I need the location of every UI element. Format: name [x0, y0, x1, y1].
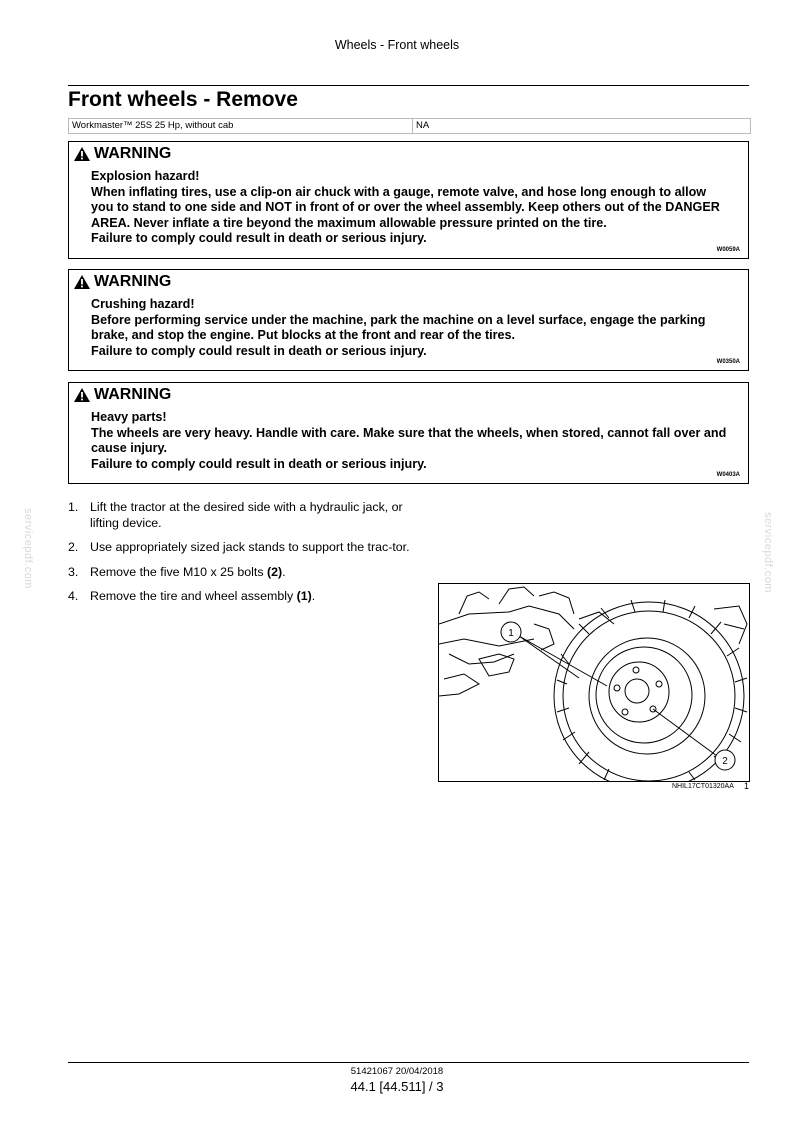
figure-caption-code: NHIL17CT01320AA [672, 783, 734, 790]
warning-text: Before performing service under the machine, park the machine on a level surface, engage the parking brake, and stop the engine. Put blocks at the front and rear of the tires. [91, 312, 706, 343]
warning-code: W0403A [716, 472, 740, 478]
callout-1: 1 [508, 628, 514, 639]
warning-code: W0059A [716, 247, 740, 253]
warning-box-crushing [68, 269, 749, 371]
step-reference: (1) [296, 589, 312, 603]
list-item [68, 565, 418, 581]
wheel-illustration [438, 583, 750, 782]
watermark-left: servicepdf.com [22, 508, 34, 589]
warning-box-heavy-parts [68, 382, 749, 484]
step-text: Use appropriately sized jack stands to support the trac-tor. [90, 540, 410, 554]
list-item [68, 589, 418, 605]
warning-body [91, 169, 730, 247]
wheel-drawing [439, 584, 749, 781]
footer-rule [68, 1062, 749, 1063]
step-text: Lift the tractor at the desired side with a hydraulic jack, or lifting device. [90, 500, 403, 530]
warning-consequence: Failure to comply could result in death or serious injury. [91, 456, 427, 471]
step-number: 1. [68, 500, 79, 514]
step-text [90, 589, 418, 605]
step-number: 4. [68, 589, 79, 603]
step-text [90, 565, 418, 581]
warning-consequence: Failure to comply could result in death or serious injury. [91, 231, 427, 246]
step-number: 3. [68, 564, 79, 579]
step-text-end: . [311, 589, 316, 603]
step-number: 2. [68, 540, 79, 554]
warning-triangle-icon [74, 388, 90, 402]
applicability-table [68, 118, 751, 134]
warning-label: WARNING [94, 273, 172, 290]
warning-body [91, 297, 730, 359]
watermark-right: servicepdf.com [762, 512, 774, 593]
figure-number: 1 [744, 781, 750, 791]
list-item [68, 540, 418, 556]
step-text-end: . [282, 564, 286, 579]
warning-text: When inflating tires, use a clip-on air chuck with a gauge, remote valve, and hose long enough to allow you to stand to one side and NOT in front of or over the wheel assembly. Keep others out of the DANGER AREA. Never inflate a tire beyond the maximum allowable pressure printed on the tire. [91, 184, 720, 230]
warning-hazard: Crushing hazard! [91, 297, 195, 311]
step-text-main: Remove the tire and wheel assembly [90, 589, 297, 603]
step-text-main: Remove the five M10 x 25 bolts [90, 564, 267, 579]
warning-hazard: Heavy parts! [91, 410, 167, 424]
warning-label: WARNING [94, 386, 172, 403]
warning-heading [74, 145, 171, 163]
warning-code: W0350A [716, 359, 740, 365]
warning-consequence: Failure to comply could result in death or serious injury. [91, 343, 427, 358]
warning-box-explosion [68, 141, 749, 259]
warning-body [91, 410, 730, 472]
list-item [68, 500, 418, 531]
running-header: Wheels - Front wheels [334, 38, 460, 52]
document-id: 51421067 20/04/2018 [350, 1066, 444, 1077]
page-title: Front wheels - Remove [68, 88, 298, 111]
step-reference: (2) [267, 564, 283, 579]
warning-hazard: Explosion hazard! [91, 169, 200, 183]
warning-label: WARNING [94, 145, 172, 162]
applicability-model: Workmaster™ 25S 25 Hp, without cab [69, 119, 413, 133]
warning-triangle-icon [74, 275, 90, 289]
warning-heading [74, 273, 171, 291]
warning-heading [74, 386, 171, 404]
page-reference: 44.1 [44.511] / 3 [350, 1079, 444, 1094]
warning-triangle-icon [74, 147, 90, 161]
applicability-scope: NA [416, 120, 430, 131]
callout-2: 2 [722, 756, 728, 767]
header-rule [68, 85, 749, 86]
warning-text: The wheels are very heavy. Handle with care. Make sure that the wheels, when stored, cannot fall over and cause injury. [91, 425, 727, 456]
procedure-steps [68, 500, 418, 614]
